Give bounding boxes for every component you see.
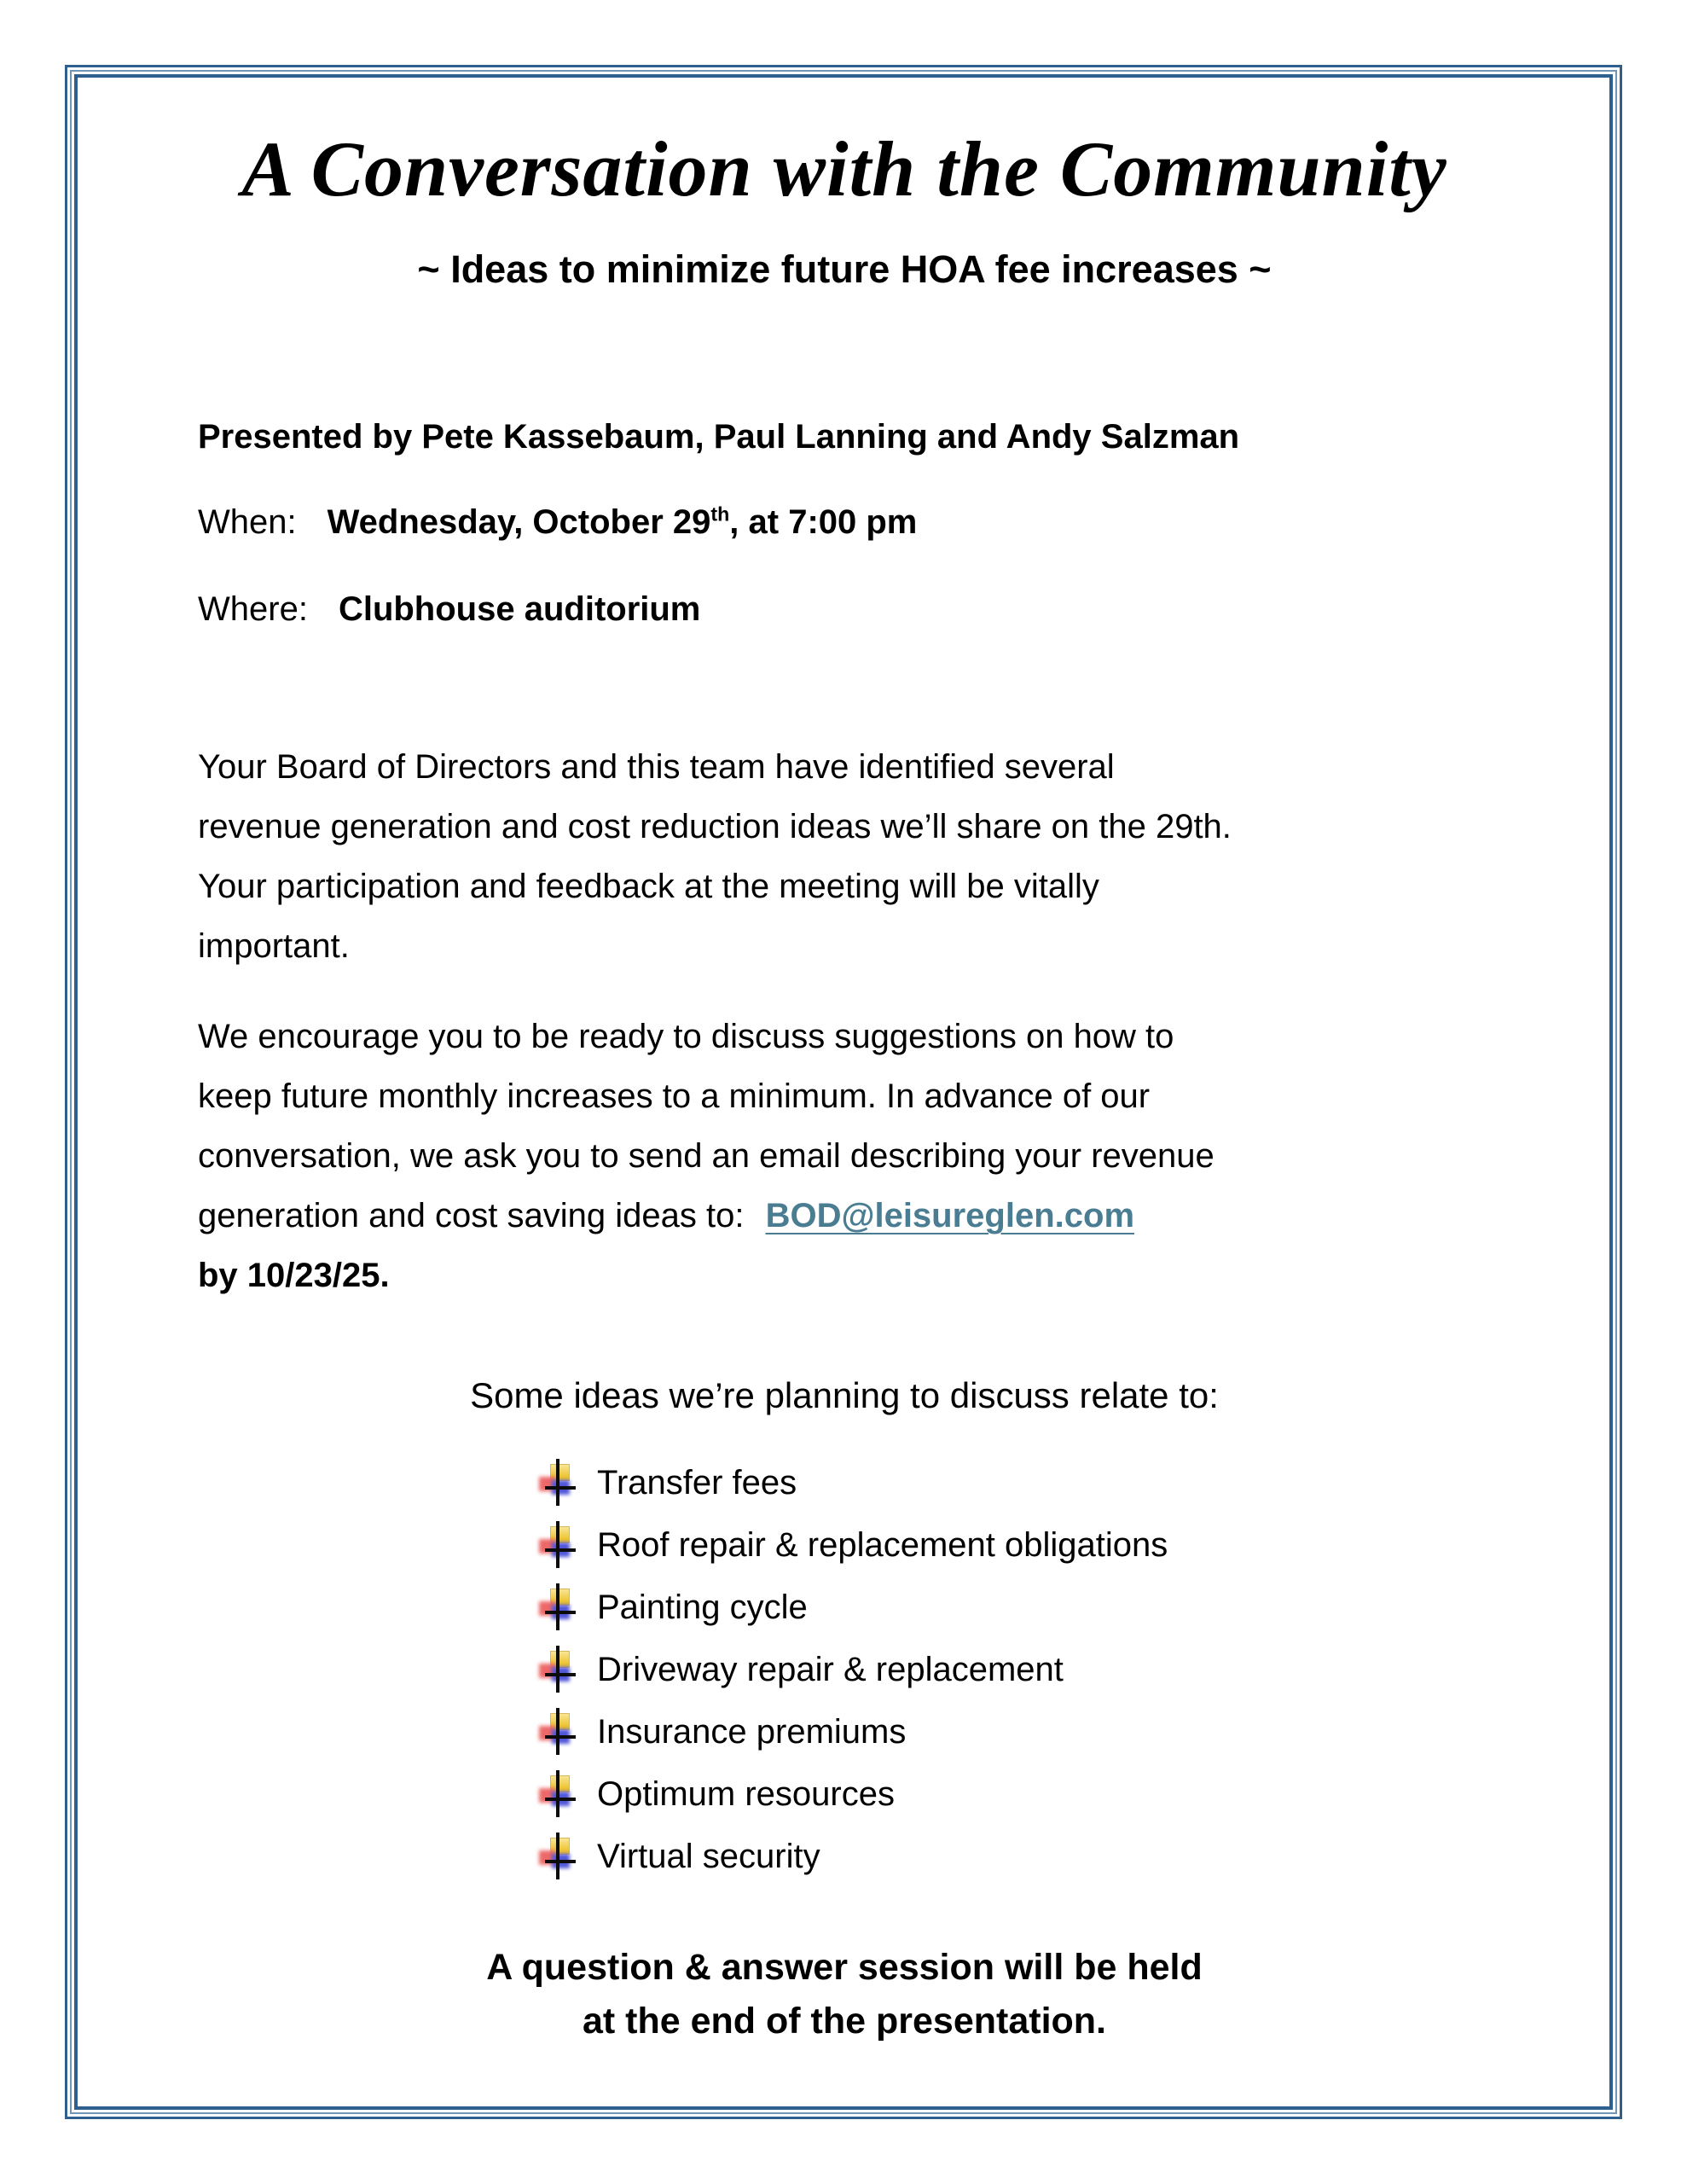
colored-squares-bullet-icon [539, 1583, 578, 1633]
paragraph-line: We encourage you to be ready to discuss suggestions on how to [198, 1018, 1174, 1055]
flyer-content [77, 77, 1610, 2107]
paragraph-line: conversation, we ask you to send an email describing your revenue [198, 1137, 1215, 1175]
where-label: Where: [198, 590, 308, 628]
presented-by-line: Presented by Pete Kassebaum, Paul Lanning and Andy Salzman [198, 418, 1240, 456]
list-item-label: Virtual security [597, 1838, 820, 1875]
where-row [198, 589, 1491, 630]
colored-squares-bullet-icon [539, 1708, 578, 1757]
intro-paragraph [198, 737, 1491, 976]
paragraph-line: keep future monthly increases to a minimum. In advance of our [198, 1077, 1151, 1115]
when-row [198, 502, 1491, 543]
paragraph-line: revenue generation and cost reduction ideas we’ll share on the 29th. [198, 808, 1232, 845]
list-item-label: Optimum resources [597, 1775, 895, 1813]
list-item [539, 1701, 1491, 1763]
list-item [539, 1763, 1491, 1826]
closing-line: at the end of the presentation. [583, 2001, 1106, 2042]
colored-squares-bullet-icon [539, 1833, 578, 1882]
paragraph-line: Your Board of Directors and this team have identified several [198, 748, 1115, 786]
page-title: A Conversation with the Community [241, 125, 1447, 212]
colored-squares-bullet-icon [539, 1646, 578, 1695]
ordinal-suffix: th [710, 502, 730, 526]
page-subtitle: ~ Ideas to minimize future HOA fee increases ~ [417, 247, 1272, 291]
colored-squares-bullet-icon [539, 1521, 578, 1571]
list-item-label: Insurance premiums [597, 1713, 907, 1751]
where-value: Clubhouse auditorium [338, 590, 701, 628]
deadline-line: by 10/23/25. [198, 1257, 390, 1294]
when-value: Wednesday, October 29th, at 7:00 pm [327, 502, 918, 541]
list-item [539, 1514, 1491, 1577]
paragraph-line-with-link: generation and cost saving ideas to: BOD@leisureglen.com [198, 1197, 1135, 1234]
ideas-heading: Some ideas we’re planning to discuss relate to: [470, 1375, 1219, 1415]
list-item-label: Transfer fees [597, 1464, 797, 1502]
list-item-label: Painting cycle [597, 1589, 808, 1626]
closing-note [198, 1941, 1491, 2048]
when-label: When: [198, 503, 297, 541]
list-item [539, 1452, 1491, 1514]
list-item-label: Roof repair & replacement obligations [597, 1526, 1168, 1564]
email-request-paragraph [198, 1007, 1491, 1305]
ideas-list [198, 1452, 1491, 1888]
list-item [539, 1577, 1491, 1639]
email-link[interactable]: BOD@leisureglen.com [765, 1197, 1135, 1234]
list-item [539, 1639, 1491, 1701]
colored-squares-bullet-icon [539, 1459, 578, 1508]
list-item-label: Driveway repair & replacement [597, 1651, 1064, 1688]
colored-squares-bullet-icon [539, 1770, 578, 1820]
paragraph-line: Your participation and feedback at the meeting will be vitally [198, 868, 1099, 905]
paragraph-line: important. [198, 927, 350, 965]
list-item [539, 1826, 1491, 1888]
closing-line: A question & answer session will be held [486, 1947, 1203, 1988]
